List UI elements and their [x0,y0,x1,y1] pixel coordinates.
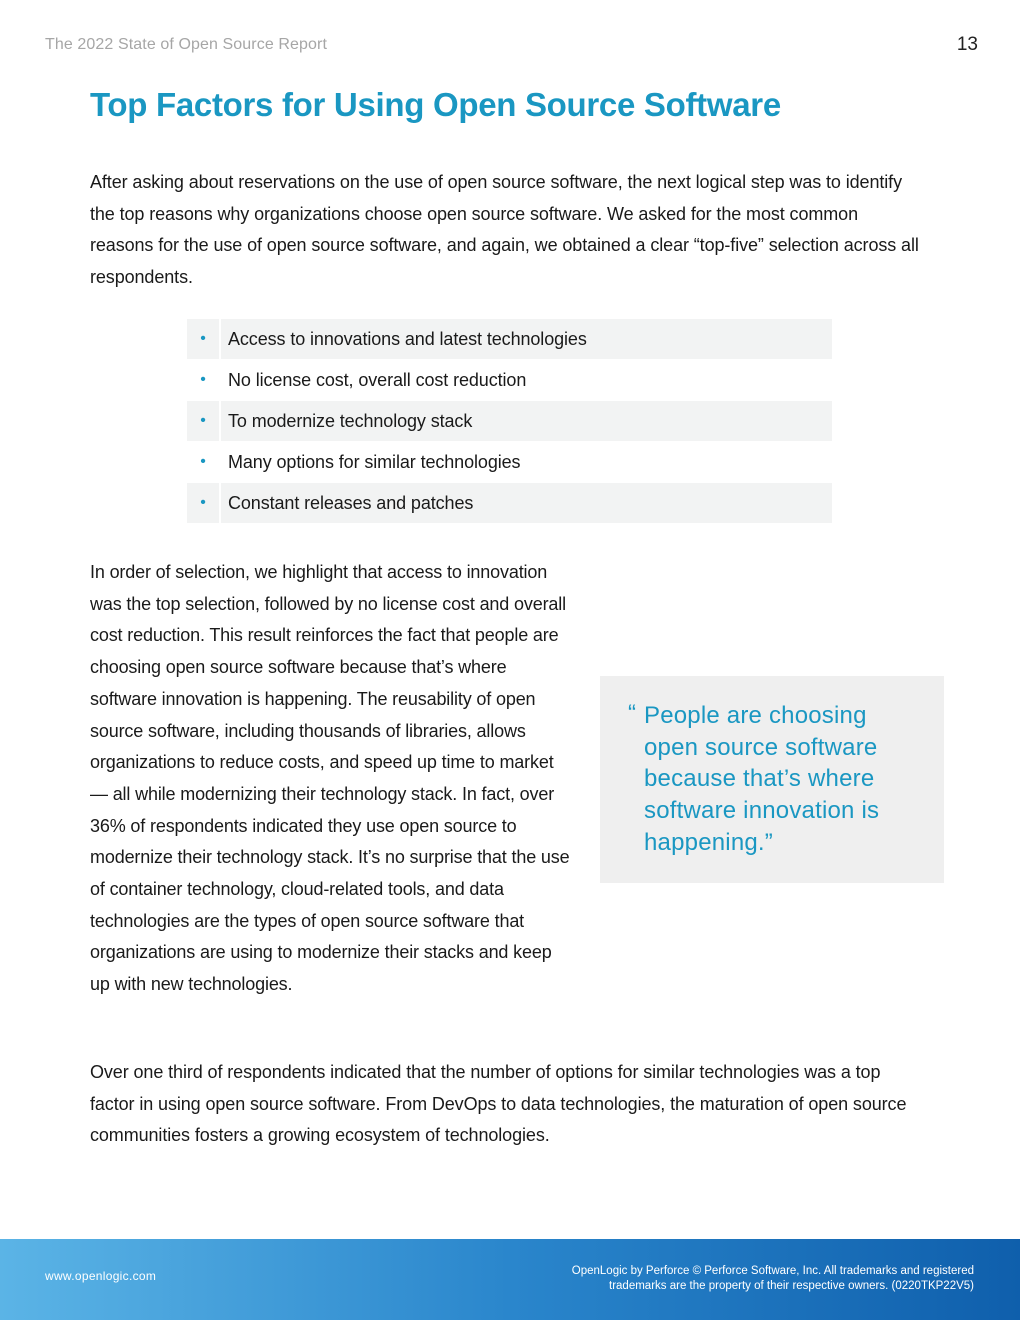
page-footer [0,1239,1020,1320]
factor-item [187,483,832,523]
running-header: The 2022 State of Open Source Report [45,36,327,53]
factor-text: Many options for similar technologies [228,451,521,472]
footer-legal-notice [514,1264,974,1294]
factor-text: No license cost, overall cost reduction [228,369,527,390]
bullet-icon: • [200,453,206,470]
section-title: Top Factors for Using Open Source Software [90,86,781,123]
outro-paragraph: Over one third of respondents indicated that the number of options for similar technologies was a top factor in using open source software. From DevOps to data technologies, the maturation of open source communities fosters a growing ecosystem of technologies. [90,1062,907,1146]
footer-website-link[interactable]: www.openlogic.com [45,1269,157,1283]
legal-line: OpenLogic by Perforce © Perforce Software, Inc. All trademarks and registered [571,1265,974,1277]
intro-paragraph: After asking about reservations on the use of open source software, the next logical step was to identify the top reasons why organizations choose open source software. We asked for the most common reasons for the use of open source software, and again, we obtained a clear “top-five” selection across all respondents. [90,172,919,288]
factor-text: Access to innovations and latest technologies [221,319,832,359]
pull-quote [600,676,944,883]
top-factors-list [187,319,832,524]
bullet-icon: • [187,319,219,359]
factor-text: Constant releases and patches [221,483,832,523]
body-paragraph: In order of selection, we highlight that access to innovation was the top selection, followed by no license cost and overall cost reduction. This result reinforces the fact that people are choosing open source software because that’s where software innovation is happening. The reusability of open source software, including thousands of libraries, allows organizations to reduce costs, and speed up time to market — all while modernizing their technology stack. In fact, over 36% of respondents indicated they use open source to modernize their technology stack. It’s no surprise that the use of container technology, cloud-related tools, and data technologies are the types of open source software that organizations are using to modernize their stacks and keep up with new technologies. [90,562,570,995]
factor-item [187,442,832,482]
bullet-icon: • [200,371,206,388]
factor-item [187,401,832,441]
quote-mark-icon: “ [628,700,636,727]
bullet-icon: • [187,401,219,441]
factor-item [187,360,832,400]
legal-line: trademarks are the property of their respective owners. (0220TKP22V5) [609,1280,974,1292]
bullet-icon: • [187,483,219,523]
factor-item [187,319,832,359]
factor-text: To modernize technology stack [221,401,832,441]
pull-quote-text: People are choosing open source software because that’s where software innovation is happening.” [644,702,880,856]
page-number: 13 [956,34,978,55]
